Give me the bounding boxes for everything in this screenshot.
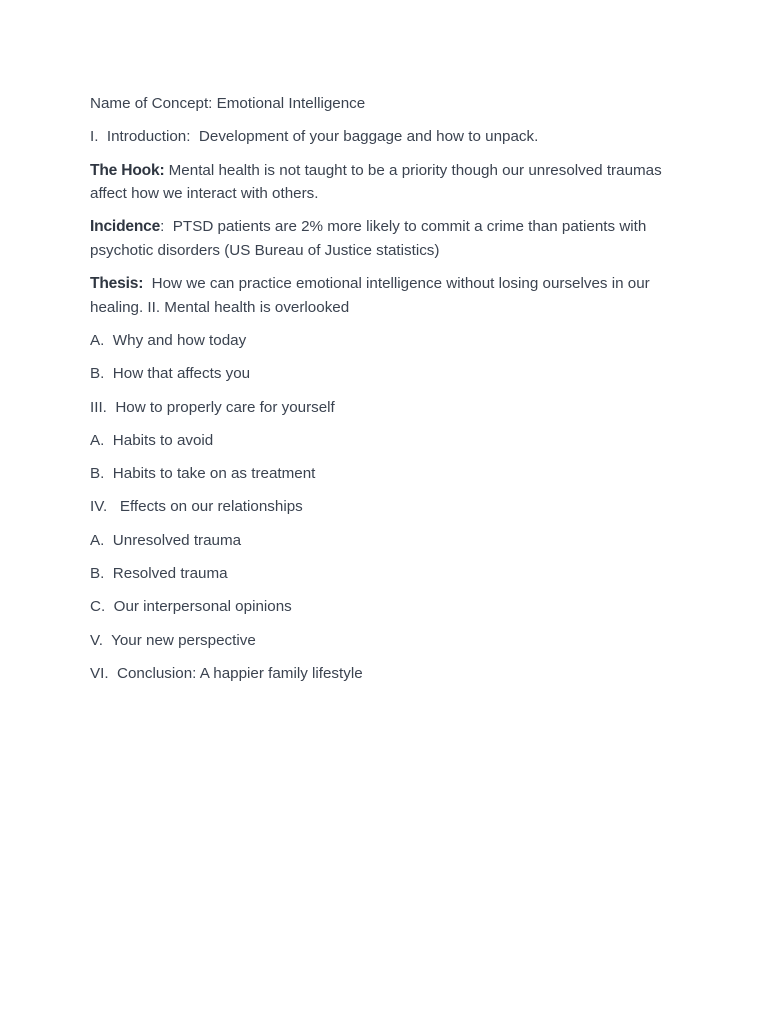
- outline-item: C. Our interpersonal opinions: [90, 598, 292, 616]
- introduction-line: I. Introduction: Development of your baggage and how to unpack.: [90, 128, 539, 146]
- hook-paragraph: [90, 159, 680, 206]
- outline-item: IV. Effects on our relationships: [90, 498, 303, 516]
- incidence-paragraph: [90, 215, 680, 262]
- document-body: [90, 92, 680, 695]
- thesis-label: Thesis:: [90, 275, 144, 293]
- thesis-text: How we can practice emotional intelligence without losing ourselves in our healing. II. Mental health is overlooked: [90, 275, 654, 316]
- incidence-text: : PTSD patients are 2% more likely to commit a crime than patients with psychotic disorders (US Bureau of Justice statistics): [90, 218, 651, 259]
- incidence-label: Incidence: [90, 218, 161, 236]
- outline-item: B. How that affects you: [90, 365, 251, 383]
- outline-item: A. Why and how today: [90, 331, 247, 349]
- outline-item: VI. Conclusion: A happier family lifestyle: [90, 664, 363, 682]
- outline-item: V. Your new perspective: [90, 631, 256, 649]
- thesis-paragraph: [90, 272, 680, 319]
- outline-item: B. Habits to take on as treatment: [90, 465, 316, 483]
- hook-label: The Hook:: [90, 161, 165, 179]
- outline-item: A. Unresolved trauma: [90, 531, 242, 549]
- outline-item: A. Habits to avoid: [90, 431, 214, 449]
- concept-line: Name of Concept: Emotional Intelligence: [90, 95, 366, 112]
- hook-text: Mental health is not taught to be a priority though our unresolved traumas affect how we interact with others.: [90, 161, 666, 203]
- outline-item: B. Resolved trauma: [90, 565, 228, 583]
- outline-item: III. How to properly care for yourself: [90, 398, 335, 416]
